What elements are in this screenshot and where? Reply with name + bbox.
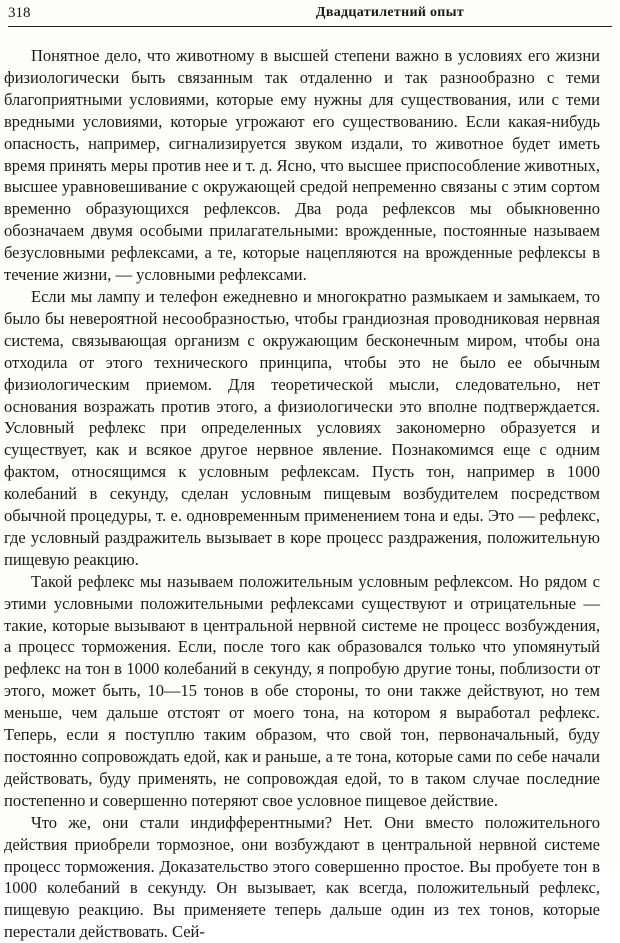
header-rule	[8, 26, 612, 27]
paragraph: Такой рефлекс мы называем положительным условным рефлексом. Но рядом с этими условными положительными рефлексами существуют и отрицательные — такие, которые вызывают в центральной нервной системе не процесс возбуждения, а процесс торможения. Если, после того как образовался только что упомянутый рефлекс на тон в 1000 колебаний в секунду, я попробую другие тоны, поблизости от этого, может быть, 10—15 тонов в обе стороны, то они также действуют, но тем меньше, чем дальше отстоят от моего тона, на котором я выработал рефлекс. Теперь, если я поступлю таким образом, что свой тон, первоначальный, буду постоянно сопровождать едой, как и раньше, а те тона, которые сами по себе начали действовать, буду применять, не сопровождая едой, то в таком случае последние постепенно и совершенно потеряют свое условное пищевое действие.	[4, 571, 600, 810]
paragraph: Если мы лампу и телефон ежедневно и многократно размыкаем и замыкаем, то было бы невероятной несообразностью, чтобы грандиозная проводниковая нервная система, связывающая организм с окружающим бесконечным миром, чтобы она отходила от этого технического принципа, чтобы это не было ее обычным физиологическим приемом. Для теоретической мысли, следовательно, нет основания возражать против этого, а физиологически это вполне подтверждается. Условный рефлекс при определенных условиях закономерно образуется и существует, как и всякое другое нервное явление. Познакомимся еще с одним фактом, относящимся к условным рефлексам. Пусть тон, например в 1000 колебаний в секунду, сделан условным пищевым возбудителем посредством обычной процедуры, т. е. одновременным применением тона и еды. Это — рефлекс, где условный раздражитель вызывает в коре процесс раздражения, положительную пищевую реакцию.	[4, 286, 600, 569]
paragraph: Понятное дело, что животному в высшей степени важно в условиях его жизни физиологически быть связанным так отдаленно и так разнообразно с теми благоприятными условиями, которые ему нужны для существования, или с теми вредными условиями, которые угрожают его существованию. Если какая-нибудь опасность, например, сигнализируется звуком издали, то животное будет иметь время принять меры против нее и т. д. Ясно, что высшее приспособление животных, высшее уравновешивание с окружающей средой непременно связаны с этим сортом временно образующихся рефлексов. Два рода рефлексов мы обыкновенно обозначаем двумя особыми прилагательными: врожденные, постоянные называем безусловными рефлексами, а те, которые нацепляются на врожденные рефлексы в течение жизни, — условными рефлексами.	[4, 46, 600, 285]
page-header	[8, 2, 612, 24]
running-title: Двадцатилетний опыт	[315, 5, 465, 20]
page-number: 318	[8, 5, 31, 21]
paragraph: Что же, они стали индифферентными? Нет. Они вместо положительного действия приобрели тормозное, они возбуждают в центральной нервной системе процесс торможения. Доказательство этого совершенно простое. Вы пробуете тон в 1000 колебаний в секунду. Он вызывает, как всегда, положительный рефлекс, пищевую реакцию. Вы применяете теперь дальше один из тех тонов, которые перестали действовать. Сей-	[4, 812, 600, 942]
body-text	[4, 45, 600, 943]
